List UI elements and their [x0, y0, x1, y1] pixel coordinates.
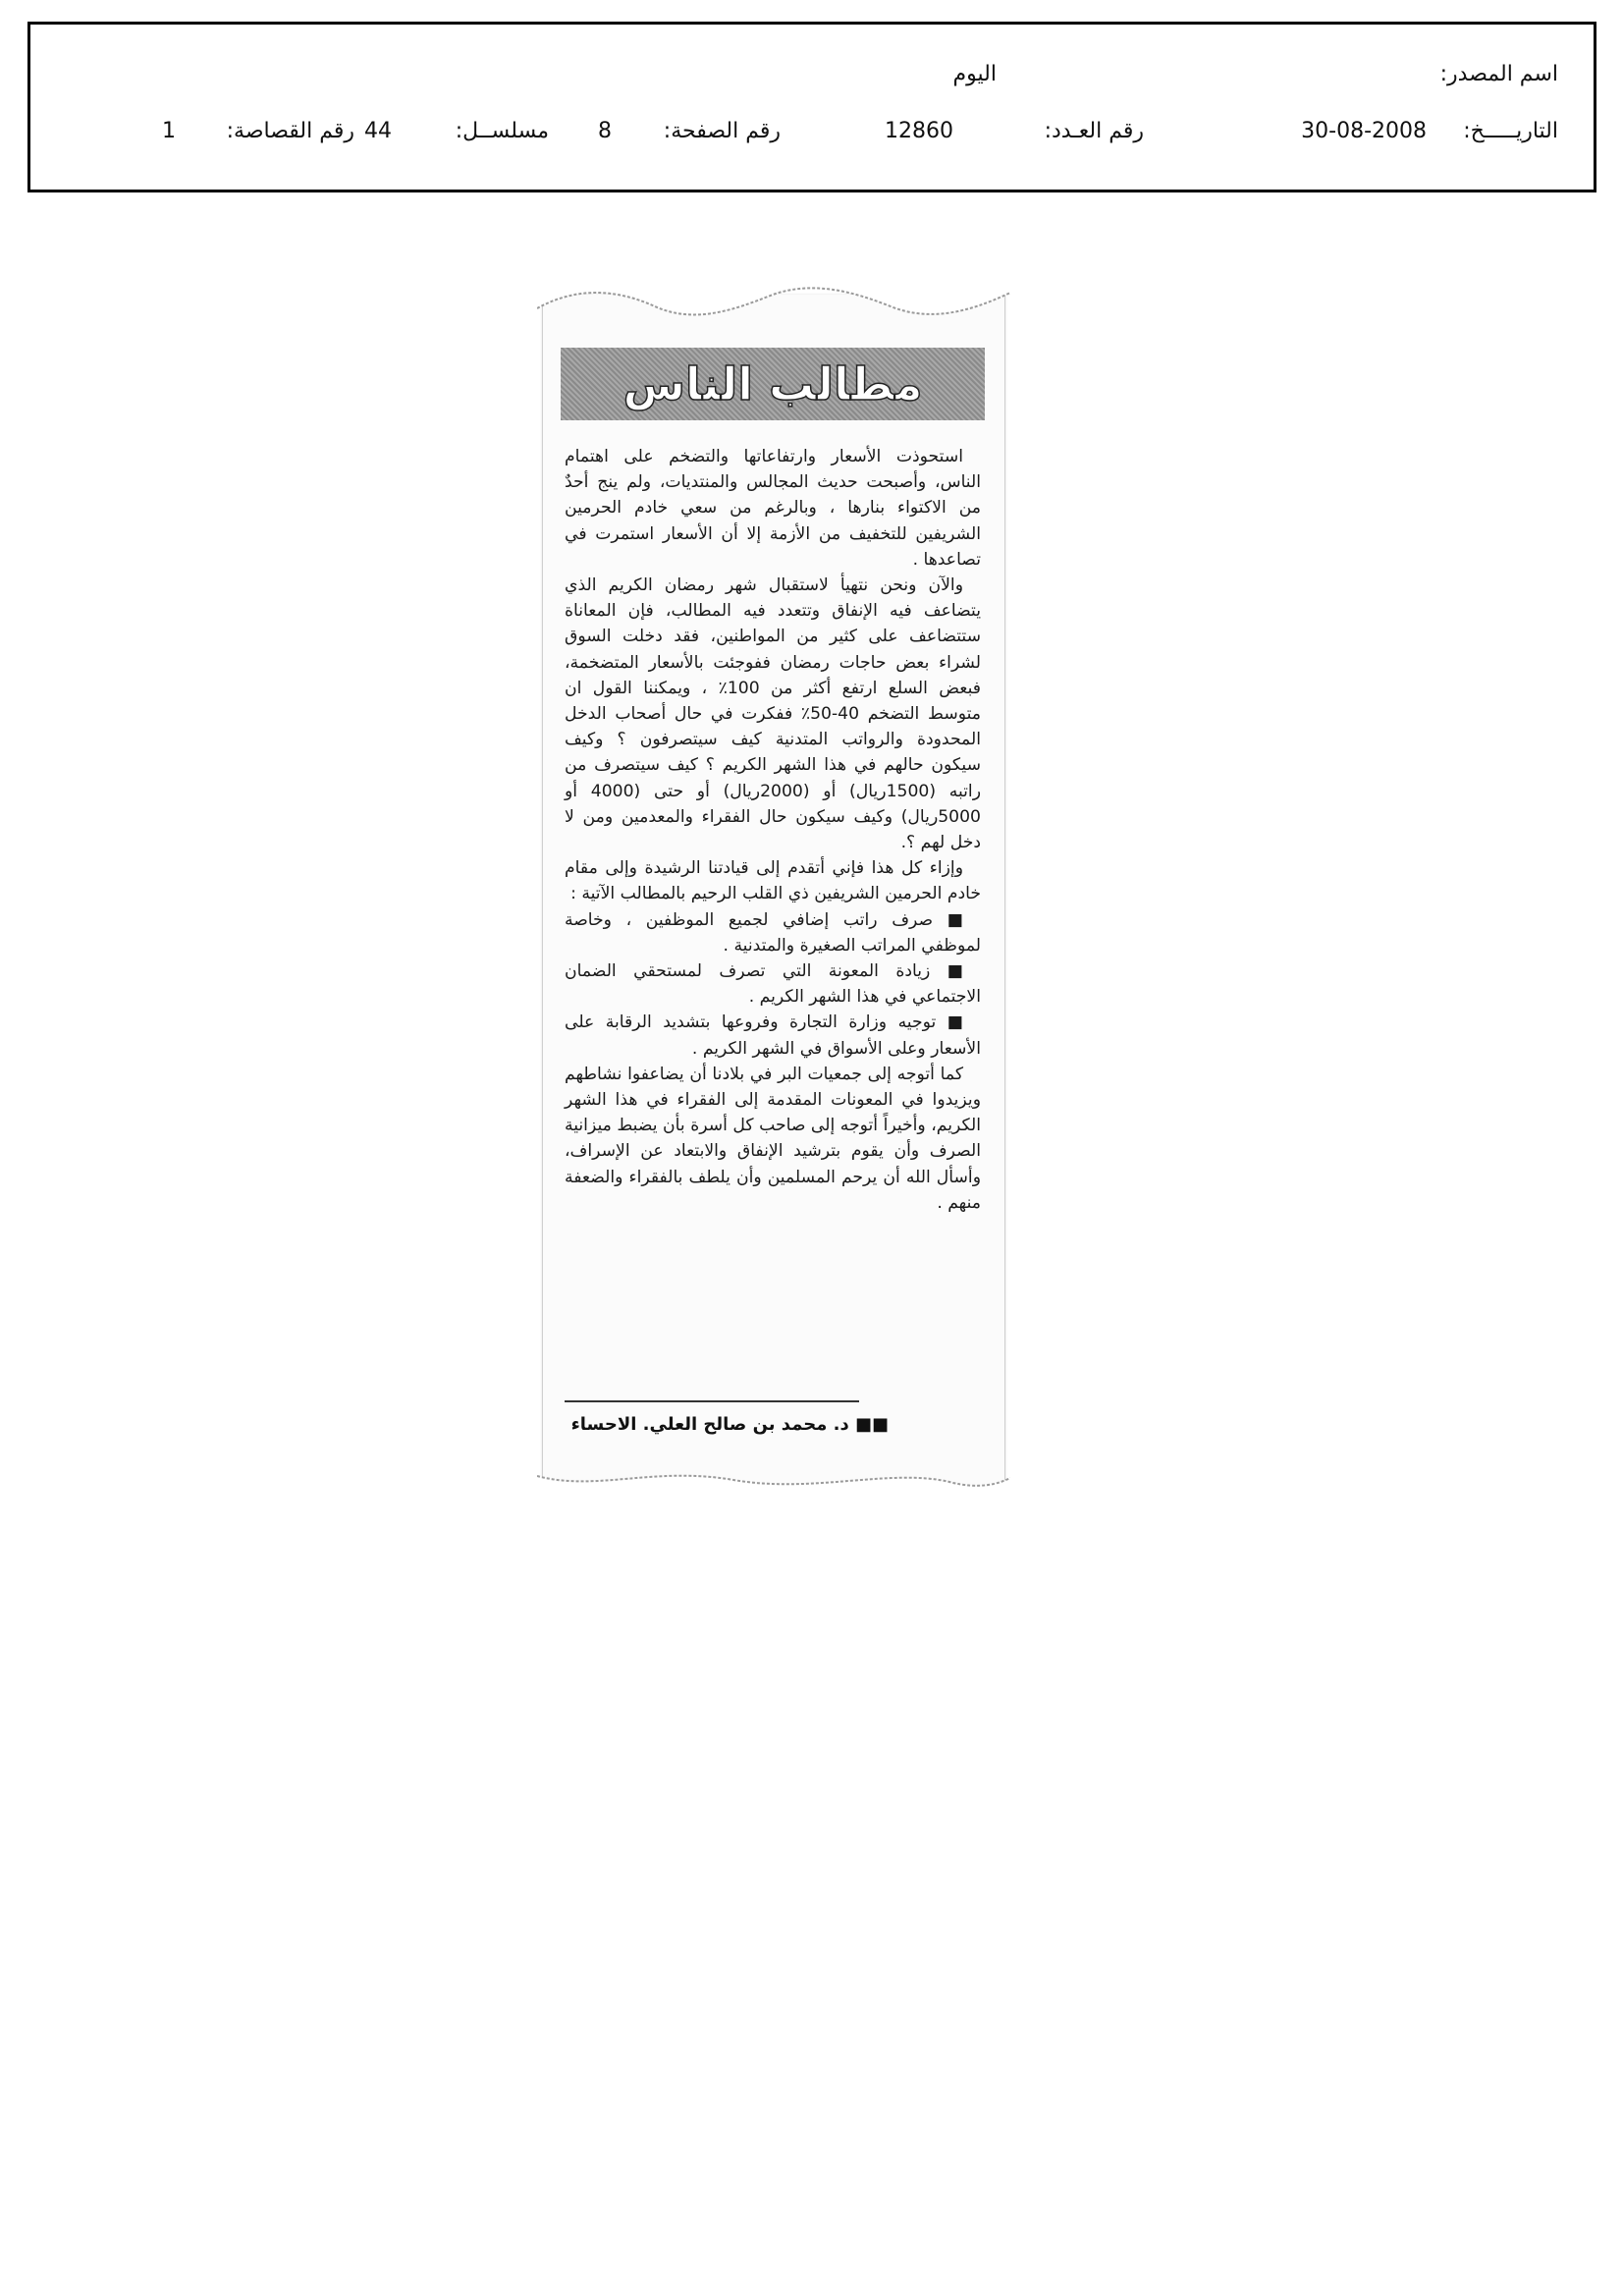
serial-label: مسلســل:	[455, 119, 549, 143]
article-paragraph: وإزاء كل هذا فإني أتقدم إلى قيادتنا الرشيدة وإلى مقام خادم الحرمين الشريفين ذي القلب الرحيم بالمطالب الآتية :	[565, 858, 981, 904]
metadata-row-source	[30, 62, 1594, 101]
date-value: 30-08-2008	[1301, 119, 1427, 143]
date-label: التاريـــــخ:	[1463, 119, 1558, 143]
source-value: اليوم	[952, 62, 997, 86]
issue-value: 12860	[885, 119, 953, 143]
article-paragraph: والآن ونحن نتهيأ لاستقبال شهر رمضان الكريم الذي يتضاعف فيه الإنفاق وتتعدد فيه المطالب، فإن المعاناة ستتضاعف على كثير من المواطنين، فقد دخلت السوق لشراء بعض حاجات رمضان ففوجئت بالأسعار المتضخمة، فبعض السلع ارتفع أكثر من 100٪ ، ويمكننا القول ان متوسط التضخم 40-50٪ ففكرت في حال أصحاب الدخل المحدودة والرواتب المتدنية كيف سيتصرفون ؟ وكيف سيكون حالهم في هذا الشهر الكريم ؟ كيف سيتصرف من راتبه (1500ريال) أو (2000ريال) أو حتى (4000 أو 5000ريال) وكيف سيكون حال الفقراء والمعدمين ومن لا دخل لهم ؟.	[565, 575, 982, 853]
torn-edge-bottom	[537, 1462, 1010, 1502]
issue-label: رقم العـدد:	[1044, 119, 1144, 143]
article-signature: ■■ د. محمد بن صالح العلي. الاحساء	[570, 1414, 889, 1435]
article-body	[565, 444, 981, 1216]
article-bullet: ■ توجيه وزارة التجارة وفروعها بتشديد الرقابة على الأسعار وعلى الأسواق في الشهر الكريم .	[565, 1012, 981, 1059]
article-bullet: ■ صرف راتب إضافي لجميع الموظفين ، وخاصة لموظفي المراتب الصغيرة والمتدنية .	[565, 909, 981, 956]
clip-label: رقم القصاصة:	[226, 119, 354, 143]
page-value: 8	[598, 119, 612, 143]
article-title-banner	[561, 348, 985, 420]
newspaper-clipping	[542, 295, 1005, 1488]
signature-divider	[565, 1400, 859, 1402]
article-title: مطالب الناس	[622, 357, 923, 410]
source-label: اسم المصدر:	[1439, 62, 1558, 86]
clip-value: 1	[162, 119, 176, 143]
torn-edge-top	[537, 281, 1010, 340]
article-bullet: ■ زيادة المعونة التي تصرف لمستحقي الضمان الاجتماعي في هذا الشهر الكريم .	[565, 961, 981, 1008]
article-paragraph: كما أتوجه إلى جمعيات البر في بلادنا أن يضاعفوا نشاطهم ويزيدوا في المعونات المقدمة إلى الفقراء في هذا الشهر الكريم، وأخيراً أتوجه إلى صاحب كل أسرة بأن يضبط ميزانية الصرف وأن يقوم بترشيد الإنفاق والابتعاد عن الإسراف، وأسأل الله أن يرحم المسلمين وأن يلطف بالفقراء والضعفة منهم .	[565, 1064, 981, 1213]
article-paragraph: استحوذت الأسعار وارتفاعاتها والتضخم على اهتمام الناس، وأصبحت حديث المجالس والمنتديات، ولم ينج أحدٌ من الاكتواء بنارها ، وبالرغم من سعي خادم الحرمين الشريفين للتخفيف من الأزمة إلا أن الأسعار استمرت في تصاعدها .	[565, 447, 981, 570]
page-label: رقم الصفحة:	[663, 119, 781, 143]
metadata-row-details	[30, 119, 1594, 158]
metadata-box	[27, 22, 1596, 192]
serial-value: 44	[364, 119, 392, 143]
